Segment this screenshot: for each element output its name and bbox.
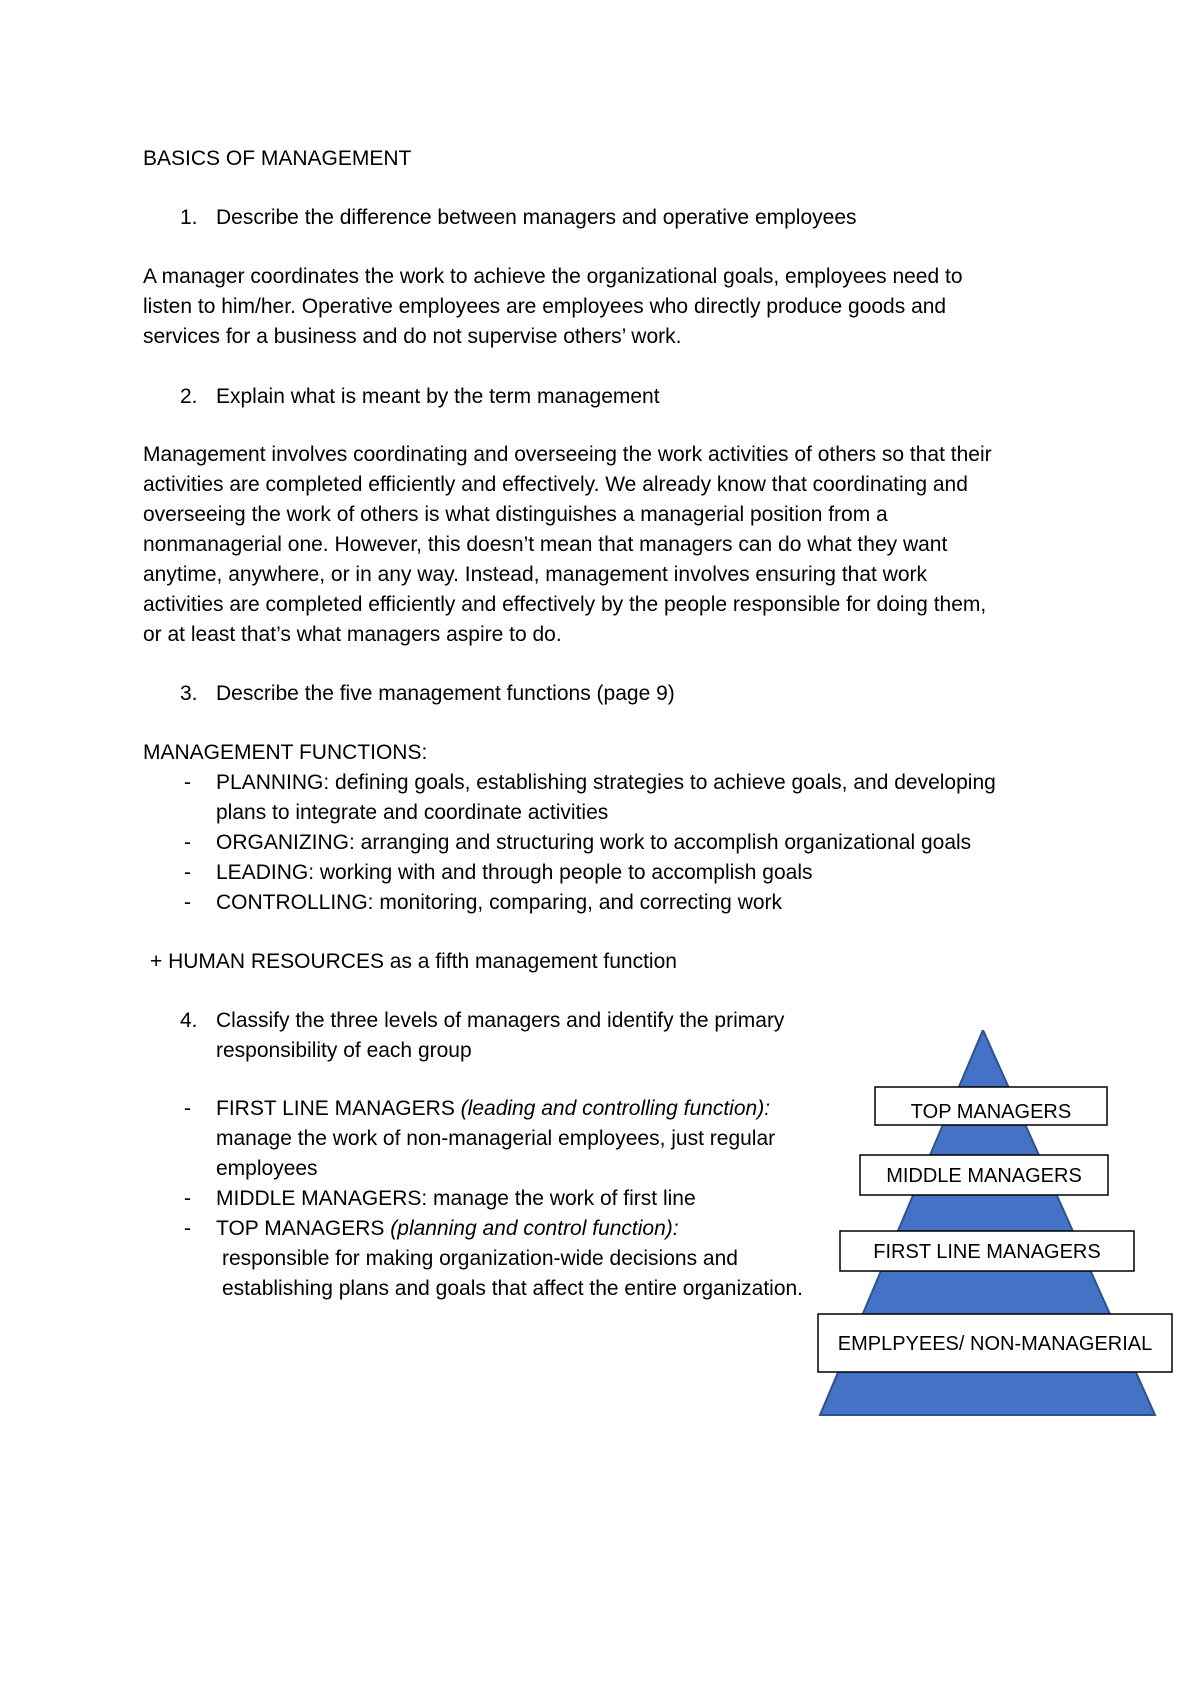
document-title: BASICS OF MANAGEMENT <box>143 147 412 170</box>
question-4-text-continued: responsibility of each group <box>216 1039 472 1062</box>
answer-2-line: nonmanagerial one. However, this doesn’t mean that managers can do what they want <box>143 533 948 556</box>
answer-2-line: Management involves coordinating and overseeing the work activities of others so that their <box>143 443 992 466</box>
pyramid-level-employees: EMPLPYEES/ NON-MANAGERIAL <box>837 1333 1153 1355</box>
question-1-number: 1. <box>180 206 198 229</box>
top-label: TOP MANAGERS <box>216 1217 391 1240</box>
answer-1-line: A manager coordinates the work to achieve the organizational goals, employees need to <box>143 265 963 288</box>
question-2-number: 2. <box>180 385 198 408</box>
answer-2-line: overseeing the work of others is what distinguishes a managerial position from a <box>143 503 888 526</box>
human-resources-note: + HUMAN RESOURCES as a fifth management function <box>150 950 677 973</box>
bullet-dash: - <box>184 861 191 884</box>
top-desc: establishing plans and goals that affect the entire organization. <box>222 1277 804 1300</box>
function-item: CONTROLLING: monitoring, comparing, and correcting work <box>216 891 783 914</box>
question-4-text: Classify the three levels of managers and identify the primary <box>216 1009 785 1032</box>
answer-1-line: listen to him/her. Operative employees are employees who directly produce goods and <box>143 295 947 318</box>
top-function: (planning and control function): <box>390 1217 679 1240</box>
bullet-dash: - <box>184 1217 191 1240</box>
question-4-number: 4. <box>180 1009 198 1032</box>
bullet-dash: - <box>184 831 191 854</box>
function-item-continued: plans to integrate and coordinate activities <box>216 801 609 824</box>
pyramid-level-top: TOP MANAGERS <box>910 1101 1072 1123</box>
top-desc: responsible for making organization-wide decisions and <box>222 1247 738 1270</box>
answer-2-line: or at least that’s what managers aspire to do. <box>143 623 562 646</box>
answer-2-line: activities are completed efficiently and effectively. We already know that coordinating and <box>143 473 968 496</box>
bullet-dash: - <box>184 891 191 914</box>
answer-2-line: anytime, anywhere, or in any way. Instead, management involves ensuring that work <box>143 563 928 586</box>
bullet-dash: - <box>184 771 191 794</box>
function-item: ORGANIZING: arranging and structuring work to accomplish organizational goals <box>216 831 972 854</box>
bullet-dash: - <box>184 1187 191 1210</box>
function-item: LEADING: working with and through people to accomplish goals <box>216 861 813 884</box>
management-pyramid <box>810 1030 1180 1430</box>
top-managers-item <box>216 1214 679 1244</box>
first-line-label: FIRST LINE MANAGERS <box>216 1097 461 1120</box>
middle-managers-item: MIDDLE MANAGERS: manage the work of first line <box>216 1187 696 1210</box>
function-item: PLANNING: defining goals, establishing strategies to achieve goals, and developing <box>216 771 996 794</box>
answer-1-line: services for a business and do not supervise others’ work. <box>143 325 682 348</box>
question-3-number: 3. <box>180 682 198 705</box>
first-line-desc: manage the work of non-managerial employees, just regular <box>216 1127 776 1150</box>
pyramid-level-first-line: FIRST LINE MANAGERS <box>873 1241 1101 1263</box>
question-3-text: Describe the five management functions (page 9) <box>216 682 675 705</box>
first-line-function: (leading and controlling function): <box>460 1097 771 1120</box>
functions-heading: MANAGEMENT FUNCTIONS: <box>143 741 428 764</box>
answer-2-line: activities are completed efficiently and effectively by the people responsible for doing them, <box>143 593 987 616</box>
question-2-text: Explain what is meant by the term management <box>216 385 660 408</box>
bullet-dash: - <box>184 1097 191 1120</box>
first-line-managers-item <box>216 1094 770 1124</box>
pyramid-level-middle: MIDDLE MANAGERS <box>886 1165 1082 1187</box>
question-1-text: Describe the difference between managers and operative employees <box>216 206 857 229</box>
first-line-desc: employees <box>216 1157 318 1180</box>
